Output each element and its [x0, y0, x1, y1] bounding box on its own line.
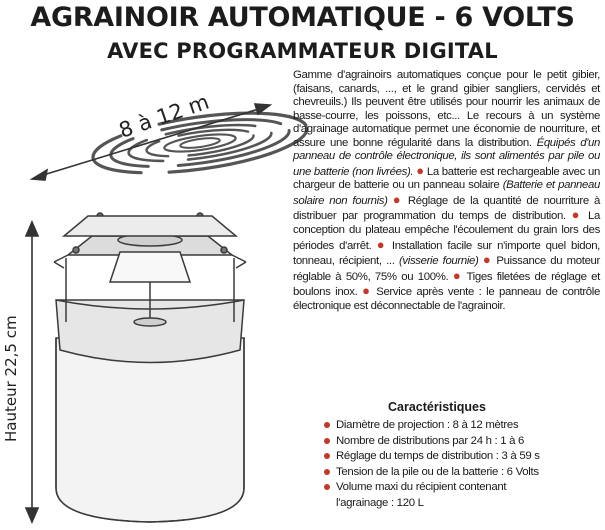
desc-quantity: Réglage de la quantité de nourriture à distribuer par programmation du temps de distribution. — [293, 194, 600, 223]
spec-item: Tension de la pile ou de la batterie : 6 Volts — [322, 465, 602, 481]
height-arrow — [26, 222, 38, 522]
characteristics-title: Caractéristiques — [388, 400, 486, 414]
desc-power: Puissance du moteur réglable à 50%, 75% ou 100%. — [293, 255, 600, 283]
product-description — [293, 69, 600, 313]
spec-item-continuation: l'agrainage : 120 L — [336, 496, 424, 509]
page-subtitle: AVEC PROGRAMMATEUR DIGITAL — [107, 39, 498, 63]
desc-rods: Tiges filetées de réglage et boulons inox. — [293, 270, 600, 299]
feeder-body — [54, 213, 246, 522]
bullet-icon: ● — [376, 236, 387, 252]
spec-item: Diamètre de projection : 8 à 12 mètres — [322, 418, 602, 434]
bullet-icon: ● — [392, 191, 403, 207]
desc-install: Installation facile sur n'importe quel bidon, tonneau, récipient, ... — [293, 239, 600, 268]
desc-battery-note: (Batterie et panneau solaire non fournis) — [293, 179, 600, 207]
characteristics-list — [322, 418, 602, 512]
spec-item: Réglage du temps de distribution : 3 à 59 s — [322, 449, 602, 465]
desc-service: Service après vente : le panneau de contrôle électronique est déconnectable de l'agrainoir. — [293, 286, 600, 312]
page-title: AGRAINOIR AUTOMATIQUE - 6 VOLTS — [30, 2, 575, 33]
bullet-icon: ● — [416, 162, 424, 178]
desc-battery: La batterie est rechargeable avec un chargeur de batterie ou un panneau solaire — [293, 165, 600, 192]
bullet-icon: ● — [571, 207, 583, 223]
range-label: 8 à 12 m — [116, 89, 213, 143]
height-label: Hauteur 22,5 cm — [2, 315, 20, 442]
desc-intro: Gamme d'agrainoirs automatiques conçue pour le petit gibier, (faisans, canards, ..., et le grand gibier sangliers, cervidés et chevreuils.) — [293, 69, 600, 109]
bullet-icon: ● — [362, 283, 372, 299]
desc-recours: Le recours à un système d'agrainage automatique permet une économie de nourriture, et assure une bonne régularité dans la distribution. — [293, 109, 600, 149]
spec-item: Volume maxi du récipient contenant — [322, 480, 602, 496]
desc-usage: Ils peuvent être utilisés pour nourrir les animaux de basse-courre, les poissons, etc... — [293, 96, 600, 122]
bullet-icon: ● — [482, 252, 492, 268]
spec-item: Nombre de distributions par 24 h : 1 à 6 — [322, 434, 602, 450]
bullet-icon: ● — [452, 267, 463, 283]
desc-panel-note: Équipés d'un panneau de contrôle électronique, ils sont alimentés par pile ou une batterie (non livrées). — [293, 136, 600, 178]
desc-plate: La conception du plateau empêche l'écoulement du grain lors des périodes d'arrêt. — [293, 210, 600, 252]
desc-install-note: (visserie fournie) — [398, 255, 479, 268]
